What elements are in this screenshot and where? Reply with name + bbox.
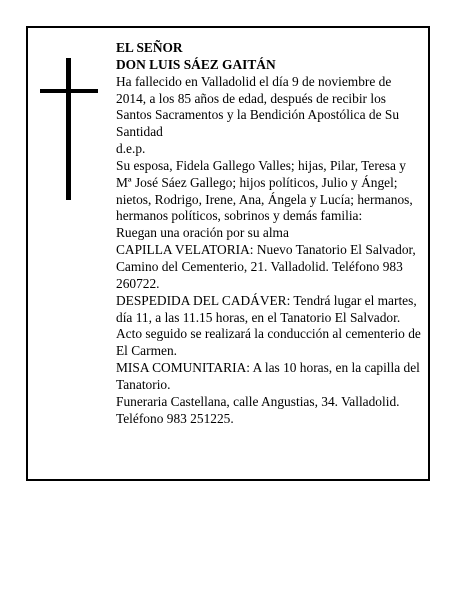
deceased-name: DON LUIS SÁEZ GAITÁN [116,56,276,72]
death-announcement: Ha fallecido en Valladolid el día 9 de noviembre de 2014, a los 85 años de edad, después de recibir los Santos Sacramentos y la Bendición Apostólica de Su Santidad [116,73,400,140]
funeral-home-info: Funeraria Castellana, calle Angustias, 34. Valladolid. Teléfono 983 251225. [116,393,400,426]
cross-horizontal-bar [40,89,98,93]
cross-vertical-bar [66,58,71,200]
farewell-info: DESPEDIDA DEL CADÁVER: Tendrá lugar el martes, día 11, a las 11.15 horas, en el Tanatorio El Salvador. Acto seguido se realizará la conducción al cementerio de El Carmen. [116,292,421,359]
family-list: Su esposa, Fidela Gallego Valles; hijas, Pilar, Teresa y Mª José Sáez Gallego; hijos políticos, Julio y Ángel; nietos, Rodrigo, Irene, Ana, Ángela y Lucía; hermanos, hermanos políticos, sobrinos y demás familia: [116,157,413,224]
rip-text: d.e.p. [116,141,146,157]
prayer-request: Ruegan una oración por su alma [116,225,289,241]
obituary-notice [26,26,430,481]
chapel-info: CAPILLA VELATORIA: Nuevo Tanatorio El Salvador, Camino del Cementerio, 21. Valladolid. Teléfono 983 260722. [116,242,416,291]
notice-title: EL SEÑOR [116,40,183,55]
mass-info: MISA COMUNITARIA: A las 10 horas, en la capilla del Tanatorio. [116,360,420,392]
notice-text-block [116,40,422,427]
